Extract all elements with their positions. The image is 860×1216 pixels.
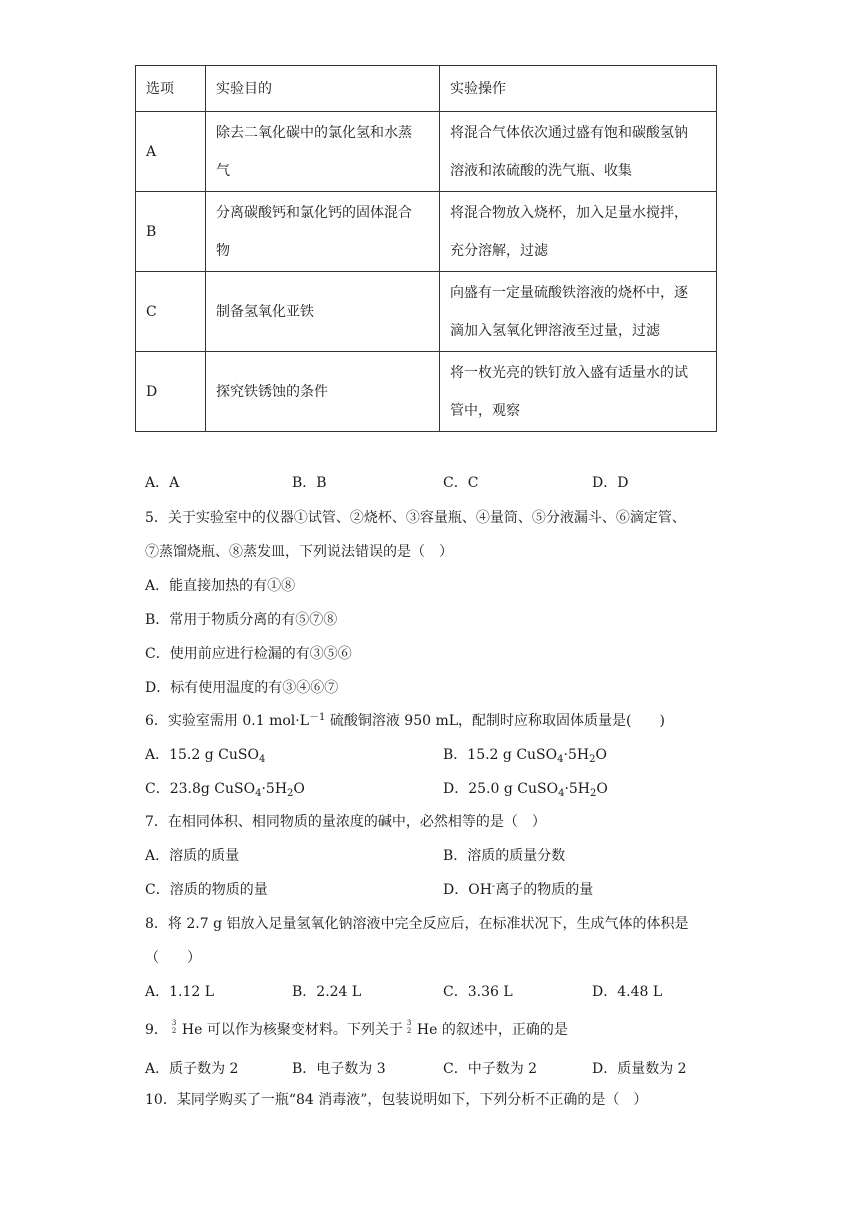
subscript: 4 [255,788,262,799]
q9-stem-text: 的叙述中，正确的是 [437,1022,568,1038]
table-header-cell: 实验目的 [206,66,440,112]
q6-option-text: B．15.2 g CuSO [443,747,558,763]
element-symbol: He [416,1022,438,1038]
q6-option-text: C．23.8g CuSO [145,781,256,797]
operation-cell [440,192,717,272]
q5-option-a[interactable]: A．能直接加热的有①⑧ [145,578,296,594]
operation-cell [440,272,717,352]
q6-stem-text: 硫酸铜溶液 950 mL，配制时应称取固体质量是( ) [325,713,665,729]
mass-number: 3 [171,1019,177,1027]
operation-line: 将混合物放入烧杯，加入足量水搅拌， [450,204,688,221]
purpose-cell [206,192,440,272]
purpose-cell: 探究铁锈蚀的条件 [206,352,440,432]
superscript: - [491,881,496,892]
option-cell: C [136,272,206,352]
q9-option-b[interactable]: B．电子数为 3 [292,1061,386,1077]
q9-option-c[interactable]: C．中子数为 2 [443,1061,538,1077]
q5-option-d[interactable]: D．标有使用温度的有③④⑥⑦ [145,680,339,696]
element-symbol: He [181,1022,203,1038]
q7-option-text: 离子的物质的量 [495,882,594,898]
purpose-line: 分离碳酸钙和氯化钙的固体混合 [216,204,412,221]
q7-option-a[interactable]: A．溶质的质量 [145,848,240,864]
table-header-cell: 选项 [136,66,206,112]
purpose-line: 气 [216,162,230,179]
q8-option-d[interactable]: D．4.48 L [592,984,663,1000]
table-row [136,192,717,272]
subscript: 2 [589,754,596,765]
q5-stem-line: 5．关于实验室中的仪器①试管、②烧杯、③容量瓶、④量筒、⑤分液漏斗、⑥滴定管、 [145,510,686,526]
subscript: 4 [558,788,565,799]
q4-option-b[interactable]: B．B [292,475,327,491]
q8-option-a[interactable]: A．1.12 L [145,984,215,1000]
subscript: 2 [590,788,597,799]
q6-option-a[interactable] [145,744,265,764]
q8-option-b[interactable]: B．2.24 L [292,984,362,1000]
q6-option-text: D．25.0 g CuSO [443,781,559,797]
operation-line: 充分溶解，过滤 [450,242,548,259]
q6-option-text: ·5H [261,781,288,797]
q9-stem [145,1019,568,1039]
q9-stem-text: 可以作为核聚变材料。下列关于 [202,1022,403,1038]
q4-option-d[interactable]: D．D [592,475,629,491]
q6-option-b[interactable] [443,744,607,764]
experiment-table [135,65,717,432]
operation-cell [440,112,717,192]
subscript: 4 [557,754,564,765]
option-cell: D [136,352,206,432]
purpose-line: 除去二氧化碳中的氯化氢和水蒸 [216,124,412,141]
q8-option-c[interactable]: C．3.36 L [443,984,513,1000]
atomic-number: 2 [171,1027,177,1035]
q8-stem-line: 8．将 2.7 g 铝放入足量氢氧化钠溶液中完全反应后，在标准状况下，生成气体的体积是 [145,916,689,932]
q6-option-c[interactable] [145,778,305,798]
isotope-notation [172,1020,180,1036]
table-row [136,352,717,432]
operation-line: 滴加入氢氧化钾溶液至过量，过滤 [450,322,660,339]
subscript: 2 [287,788,294,799]
q8-stem-line: （ ） [145,950,201,966]
q5-option-c[interactable]: C．使用前应进行检漏的有③⑤⑥ [145,646,352,662]
q6-stem-sup: －1 [309,712,326,723]
q5-stem-line: ⑦蒸馏烧瓶、⑧蒸发皿，下列说法错误的是（ ） [145,544,453,560]
q6-stem-text: 6．实验室需用 0.1 mol·L [145,713,310,729]
q4-option-a[interactable]: A．A [145,475,180,491]
operation-cell [440,352,717,432]
purpose-cell [206,112,440,192]
q10-stem: 10．某同学购买了一瓶“84 消毒液”，包装说明如下，下列分析不正确的是（ ） [145,1092,648,1108]
q7-option-text: D．OH [443,882,492,898]
table-header-cell: 实验操作 [440,66,717,112]
subscript: 4 [258,754,266,765]
operation-line: 将一枚光亮的铁钉放入盛有适量水的试 [450,364,688,381]
q7-stem: 7．在相同体积、相同物质的量浓度的碱中，必然相等的是（ ） [145,814,546,830]
q7-option-c[interactable]: C．溶质的物质的量 [145,882,268,898]
option-cell: A [136,112,206,192]
q6-option-text: ·5H [564,781,591,797]
table-row [136,272,717,352]
q9-number: 9． [145,1022,168,1038]
operation-line: 溶液和浓硫酸的洗气瓶、收集 [450,162,632,179]
atomic-number: 2 [406,1027,412,1035]
q7-option-b[interactable]: B．溶质的质量分数 [443,848,566,864]
q5-option-b[interactable]: B．常用于物质分离的有⑤⑦⑧ [145,612,338,628]
mass-number: 3 [406,1019,412,1027]
q9-option-d[interactable]: D．质量数为 2 [592,1061,687,1077]
operation-line: 将混合气体依次通过盛有饱和碳酸氢钠 [450,124,688,141]
q4-option-c[interactable]: C．C [443,475,479,491]
q9-option-a[interactable]: A．质子数为 2 [145,1061,239,1077]
isotope-notation [407,1020,415,1036]
q6-option-text: O [595,747,607,763]
q6-option-text: O [596,781,608,797]
table-row [136,112,717,192]
purpose-line: 物 [216,242,230,259]
table-header-row [136,66,717,112]
purpose-cell: 制备氢氧化亚铁 [206,272,440,352]
q6-option-text: A．15.2 g CuSO [145,747,259,763]
q6-stem [145,710,665,730]
operation-line: 向盛有一定量硫酸铁溶液的烧杯中，逐 [450,284,688,301]
q6-option-d[interactable] [443,778,608,798]
q6-option-text: O [293,781,305,797]
q7-option-d[interactable] [443,879,593,899]
operation-line: 管中，观察 [450,402,520,419]
option-cell: B [136,192,206,272]
q6-option-text: ·5H [563,747,590,763]
